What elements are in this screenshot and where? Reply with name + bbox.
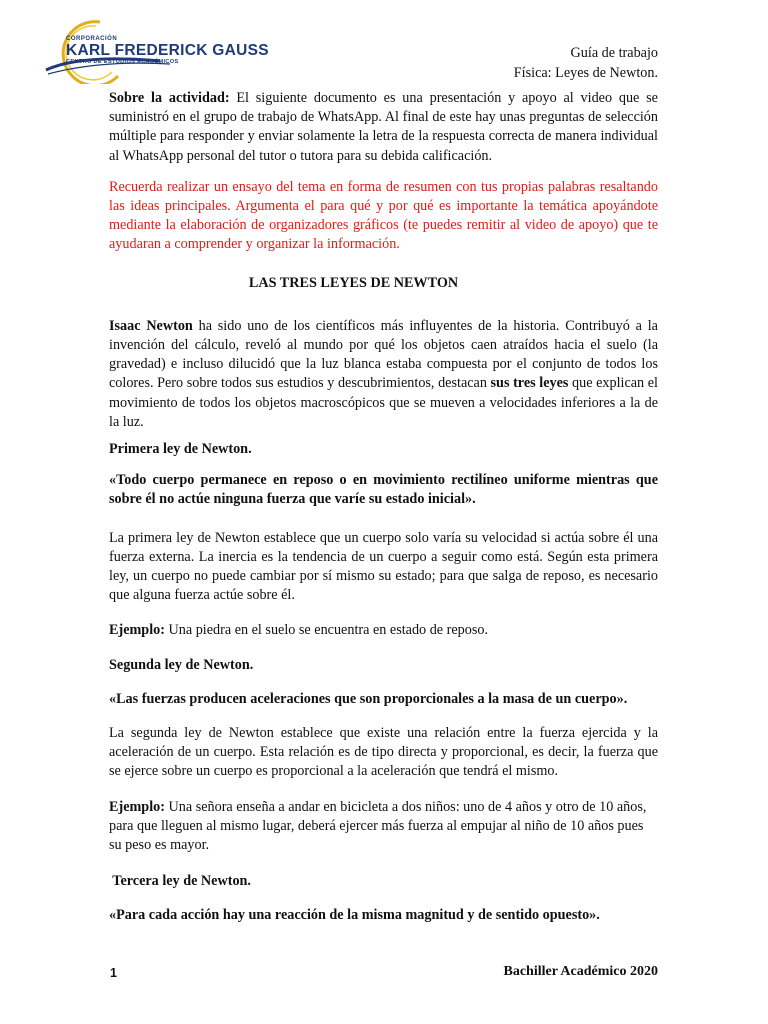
intro-paragraph <box>109 317 658 432</box>
intro-text-1: ha sido uno de los científicos más influyentes de la historia. Contribuyó a la invención del cálculo, reveló al mundo por qué los objetos caen atraídos hacia el suelo (la gravedad) e incluso dilucidó que la luz blanca estaba compuesta por el conjunto de todos los colores. Pero sobre todos sus estudios y descubrimientos, destacan <box>109 317 658 392</box>
law1-quote: «Todo cuerpo permanece en reposo o en movimiento rectilíneo uniforme mientras que sobre él no actúe ninguna fuerza que varíe su estado inicial». <box>109 472 658 508</box>
law3-heading: Tercera ley de Newton. <box>109 873 251 890</box>
activity-paragraph <box>109 89 658 166</box>
header-line-2: Física: Leyes de Newton. <box>513 65 658 81</box>
intro-emph: sus tres leyes <box>490 375 569 392</box>
law2-example-text: Una señora enseña a andar en bicicleta a dos niños: uno de 4 años y otro de 10 años, para que lleguen al mismo lugar, deberá ejercer más fuerza al empujar al niño de 10 años pues su peso es mayor. <box>109 798 647 854</box>
document-header <box>514 43 658 83</box>
law1-heading: Primera ley de Newton. <box>109 441 252 458</box>
law1-example <box>109 621 658 640</box>
page-number: 1 <box>110 966 117 980</box>
law1-explanation: La primera ley de Newton establece que un cuerpo solo varía su velocidad si actúa sobre él una fuerza externa. La inercia es la tendencia de un cuerpo a seguir como está. Según esta primera ley, un cuerpo no puede cambiar por sí mismo su estado; para que salga de reposo, es necesario que alguna fuerza actúe sobre él. <box>109 529 658 604</box>
law2-heading: Segunda ley de Newton. <box>109 656 254 673</box>
logo-name: KARL FREDERICK GAUSS <box>66 42 269 59</box>
document-body <box>109 89 658 925</box>
logo-top-label: CORPORACIÓN <box>66 36 118 42</box>
law3-quote: «Para cada acción hay una reacción de la misma magnitud y de sentido opuesto». <box>109 906 600 923</box>
logo-text <box>66 36 269 65</box>
institution-logo <box>40 14 269 84</box>
page-title: LAS TRES LEYES DE NEWTON <box>248 274 459 291</box>
footer-label: Bachiller Académico 2020 <box>503 964 658 979</box>
law2-explanation: La segunda ley de Newton establece que existe una relación entre la fuerza ejercida y la aceleración de un cuerpo. Esta relación es de tipo directa y proporcional, es decir, la fuerza que se ejerce sobre un cuerpo es proporcional a la aceleración que tendrá el mismo. <box>109 725 658 780</box>
intro-text-2: que explican el movimiento de todos los objetos macroscópicos que se mueven a velocidades inferiores a la de la luz. <box>109 375 658 430</box>
law2-example-label: Ejemplo: <box>109 798 165 815</box>
law2-quote: «Las fuerzas producen aceleraciones que son proporcionales a la masa de un cuerpo». <box>109 690 628 707</box>
activity-label: Sobre la actividad: <box>109 90 230 106</box>
law1-example-label: Ejemplo: <box>109 622 165 639</box>
header-line-1: Guía de trabajo <box>570 45 658 61</box>
intro-name: Isaac Newton <box>109 317 193 334</box>
law2-example <box>109 798 658 856</box>
logo-sub-label: CENTRO DE ESTUDIOS ACADÉMICOS <box>66 58 179 65</box>
activity-text: El siguiente documento es una presentación y apoyo al video que se suministró en el grupo de trabajo de WhatsApp. Al final de este hay unas preguntas de selección múltiple para responder y enviar solamente la letra de la respuesta correcta de manera individual al WhatsApp personal del tutor o tutora para su debida calificación. <box>109 90 658 164</box>
reminder-paragraph: Recuerda realizar un ensayo del tema en forma de resumen con tus propias palabras resaltando las ideas principales. Argumenta el para qué y por qué es importante la temática apoyándote mediante la elaboración de organizadores gráficos (te puedes remitir al video de apoyo) que te ayudaran a comprender y organizar la información. <box>109 178 658 253</box>
law1-example-text: Una piedra en el suelo se encuentra en estado de reposo. <box>164 622 488 639</box>
